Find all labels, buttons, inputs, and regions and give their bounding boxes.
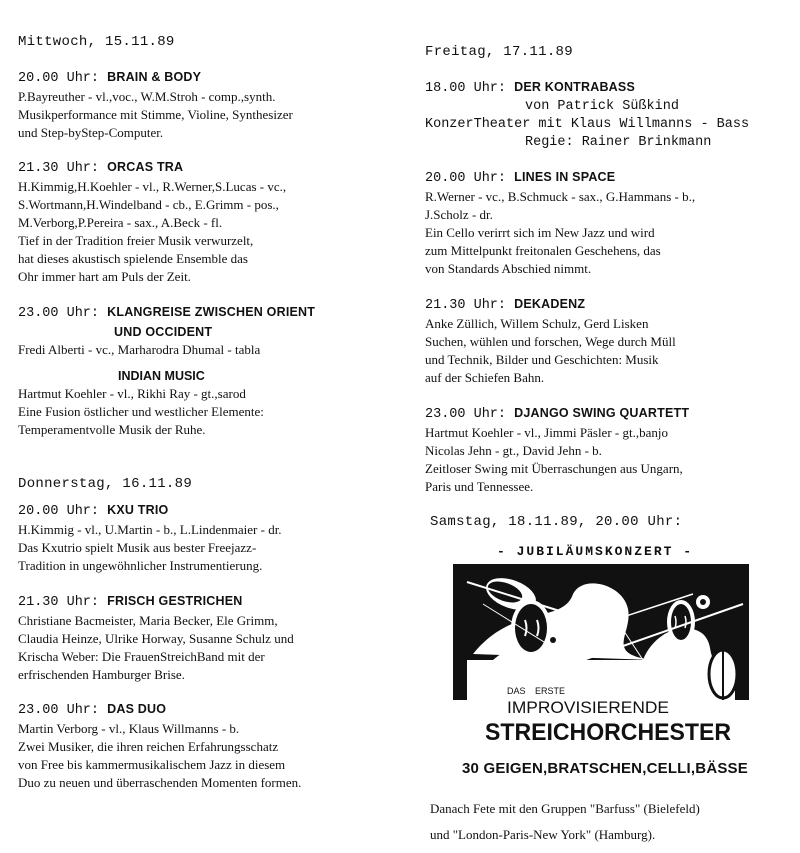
poster-text-das: DAS [507, 686, 526, 696]
event-title: KXU TRIO [107, 503, 169, 517]
event-line: und Technik, Bilder und Geschichten: Musik [425, 352, 659, 367]
event-line: M.Verborg,P.Pereira - sax., A.Beck - fl. [18, 215, 223, 230]
event-title: DER KONTRABASS [514, 80, 635, 94]
event-line: Eine Fusion östlicher und westlicher Elemente: [18, 404, 264, 419]
day-heading-wednesday: Mittwoch, 15.11.89 [18, 34, 175, 50]
event-time: 23.00 Uhr: [18, 703, 100, 718]
event-line: R.Werner - vc., B.Schmuck - sax., G.Hammans - b., [425, 189, 696, 204]
event-line: Zwei Musiker, die ihren reichen Erfahrungsschatz [18, 739, 279, 754]
event-line: J.Scholz - dr. [425, 207, 493, 222]
event-heading [18, 700, 370, 720]
event-line: Hartmut Koehler - vl., Rikhi Ray - gt.,sarod [18, 386, 246, 401]
event-heading [425, 78, 785, 98]
orchestra-poster [453, 564, 753, 740]
event-time: 23.00 Uhr: [18, 306, 100, 321]
event-heading [18, 303, 370, 323]
event-title: BRAIN & BODY [107, 70, 202, 84]
event-time: 20.00 Uhr: [18, 504, 100, 519]
event-line: H.Kimmig,H.Koehler - vl., R.Werner,S.Lucas - vc., [18, 179, 287, 194]
event-line: Suchen, wühlen und forschen, Wege durch Müll [425, 334, 676, 349]
event-title-cont: UND OCCIDENT [114, 325, 213, 339]
event-time: 21.30 Uhr: [18, 161, 100, 176]
event-line: Krischa Weber: Die FrauenStreichBand mit der [18, 649, 265, 664]
footer-line: und "London-Paris-New York" (Hamburg). [430, 827, 656, 842]
event-time: 21.30 Uhr: [18, 595, 100, 610]
event-line: Duo zu neuen und überraschenden Momenten formen. [18, 775, 302, 790]
event-line: Tradition in ungewöhnlicher Instrumentierung. [18, 558, 263, 573]
event-direction: Regie: Rainer Brinkmann [525, 135, 712, 150]
event-line: Hartmut Koehler - vl., Jimmi Päsler - gt.,banjo [425, 425, 668, 440]
event-line: S.Wortmann,H.Windelband - cb., E.Grimm - pos., [18, 197, 279, 212]
event-line: Zeitloser Swing mit Überraschungen aus Ungarn, [425, 461, 683, 476]
event-line: und Step-byStep-Computer. [18, 125, 164, 140]
event-line: erfrischenden Hamburger Brise. [18, 667, 185, 682]
event-time: 18.00 Uhr: [425, 81, 507, 96]
event-line: auf der Schiefen Bahn. [425, 370, 545, 385]
event-title: DAS DUO [107, 702, 167, 716]
event-line: Anke Züllich, Willem Schulz, Gerd Lisken [425, 316, 649, 331]
event-subtitle: INDIAN MUSIC [118, 369, 205, 383]
event-klangreise [18, 303, 370, 439]
event-heading [18, 501, 370, 521]
event-time: 23.00 Uhr: [425, 407, 507, 422]
event-line: Paris und Tennessee. [425, 479, 534, 494]
event-time: 21.30 Uhr: [425, 298, 507, 313]
event-line: Tief in der Tradition freier Musik verwurzelt, [18, 233, 254, 248]
event-time: 20.00 Uhr: [18, 71, 100, 86]
event-orcas-tra [18, 158, 370, 286]
event-line: Fredi Alberti - vc., Marharodra Dhumal - tabla [18, 342, 261, 357]
event-line: Ein Cello verirrt sich im New Jazz und wird [425, 225, 655, 240]
event-title: DJANGO SWING QUARTETT [514, 406, 690, 420]
event-heading [18, 592, 370, 612]
event-line: Temperamentvolle Musik der Ruhe. [18, 422, 206, 437]
event-line: zum Mittelpunkt freitonalen Geschehens, das [425, 243, 661, 258]
event-line: Christiane Bacmeister, Maria Becker, Ele Grimm, [18, 613, 278, 628]
event-brain-body [18, 68, 370, 142]
event-kxu-trio [18, 501, 370, 575]
event-line: Nicolas Jehn - gt., David Jehn - b. [425, 443, 602, 458]
concert-label: - JUBILÄUMSKONZERT - [497, 544, 694, 559]
event-title: ORCAS TRA [107, 160, 184, 174]
poster-text-erste: ERSTE [535, 686, 566, 696]
event-dekadenz [425, 295, 785, 387]
event-heading [425, 295, 785, 315]
event-title: DEKADENZ [514, 297, 586, 311]
event-line: von Standards Abschied nimmt. [425, 261, 592, 276]
poster-text-streichorchester: STREICHORCHESTER [485, 719, 731, 740]
event-line: Claudia Heinze, Ulrike Horway, Susanne Schulz und [18, 631, 294, 646]
event-line: Martin Verborg - vl., Klaus Willmanns - b. [18, 721, 240, 736]
footer-line: Danach Fete mit den Gruppen "Barfuss" (Bielefeld) [430, 801, 700, 816]
day-heading-thursday: Donnerstag, 16.11.89 [18, 476, 193, 492]
event-lines-in-space [425, 168, 785, 278]
event-title: KLANGREISE ZWISCHEN ORIENT [107, 305, 316, 319]
event-heading [425, 404, 785, 424]
event-das-duo [18, 700, 370, 792]
event-line: hat dieses akustisch spielende Ensemble das [18, 251, 248, 266]
event-frisch-gestrichen [18, 592, 370, 684]
event-author: von Patrick Süßkind [525, 99, 679, 114]
event-heading [18, 68, 370, 88]
violin-illustration [453, 564, 753, 740]
event-der-kontrabass [425, 78, 785, 152]
event-line: von Free bis kammermusikalischem Jazz in diesem [18, 757, 286, 772]
day-heading-saturday: Samstag, 18.11.89, 20.00 Uhr: [430, 514, 683, 530]
day-heading-friday: Freitag, 17.11.89 [425, 44, 573, 60]
event-line: KonzerTheater mit Klaus Willmanns - Bass [425, 117, 750, 132]
event-line: Musikperformance mit Stimme, Violine, Synthesizer [18, 107, 293, 122]
event-heading-cont [18, 323, 370, 341]
event-heading [18, 158, 370, 178]
event-django-swing [425, 404, 785, 496]
event-line: P.Bayreuther - vl.,voc., W.M.Stroh - comp.,synth. [18, 89, 276, 104]
poster-text-improvisierende: IMPROVISIERENDE [507, 698, 669, 717]
event-time: 20.00 Uhr: [425, 171, 507, 186]
event-line: Ohr immer hart am Puls der Zeit. [18, 269, 191, 284]
poster-instruments-line: 30 GEIGEN,BRATSCHEN,CELLI,BÄSSE [462, 760, 748, 777]
event-title: LINES IN SPACE [514, 170, 616, 184]
event-line: H.Kimmig - vl., U.Martin - b., L.Lindenmaier - dr. [18, 522, 282, 537]
event-line: Das Kxutrio spielt Musik aus bester Freejazz- [18, 540, 257, 555]
event-title: FRISCH GESTRICHEN [107, 594, 243, 608]
event-heading [425, 168, 785, 188]
